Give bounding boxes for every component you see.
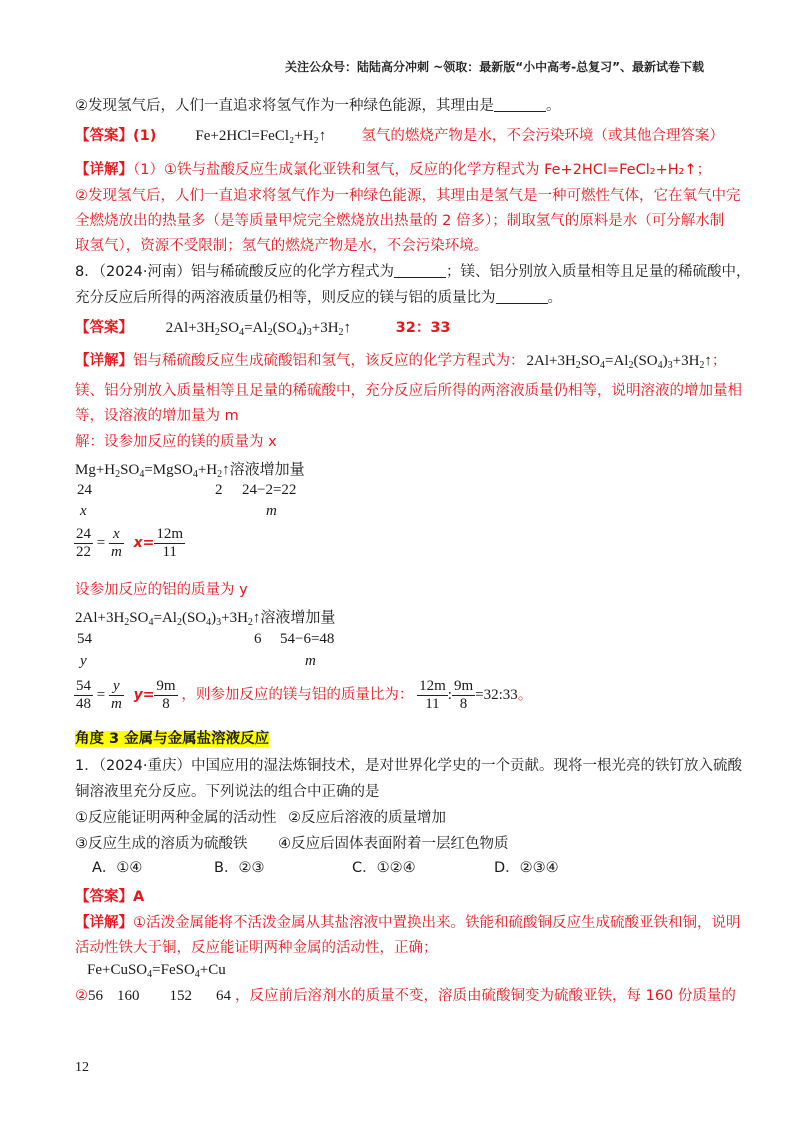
al-equation: $2Al+3H_2SO_4=Al_2(SO_4)_3+3H_2↑$溶液增加量: [75, 610, 336, 628]
q7-detail-line3: 全燃烧放出的热量多（是等质量甲烷完全燃烧放出热量的 2 倍多）；制取氢气的原料是水（可分解水制: [75, 213, 725, 229]
q1-choice-d: D．②③④: [494, 860, 559, 876]
page-header: 关注公众号：陆陆高分冲刺 ~领取：最新版“小中高考-总复习”、最新试卷下载: [285, 60, 704, 74]
q1-statement-4: ④反应后固体表面附着一层红色物质: [278, 836, 509, 852]
answer-blank: [496, 289, 548, 304]
q1-choice-c: C．①②④: [352, 860, 416, 876]
mg-num-24: 24: [77, 482, 92, 498]
q7-sub2: ②发现氢气后，人们一直追求将氢气作为一种绿色能源，其理由是 。: [75, 98, 561, 114]
q1-statement-3: ③反应生成的溶质为硫酸铁: [75, 836, 248, 852]
section-title: 角度 3 金属与金属盐溶液反应: [75, 731, 270, 747]
al-var-m: m: [305, 653, 316, 669]
answer-blank: [494, 97, 546, 112]
q8-stem-line1: 8．（2024·河南）铝与稀硫酸反应的化学方程式为 ；镁、铝分别放入质量相等且足量的稀硫酸中，: [75, 264, 751, 280]
al-num-54: 54: [77, 631, 92, 647]
al-var-y: y: [80, 653, 87, 669]
q1-equation: Fe+CuSO$_4$=FeSO$_4$+Cu: [87, 962, 226, 980]
mg-var-m: m: [266, 503, 277, 519]
al-num-6: 6: [254, 631, 262, 647]
q1-answer: 【答案】A: [75, 889, 145, 905]
q1-statement-1: ①反应能证明两种金属的活动性: [75, 810, 277, 826]
answer-blank: [394, 263, 446, 278]
q8-answer: 【答案】 $2Al+3H_2SO_4=Al_2(SO_4)_3+3H_2↑$ 32：33: [75, 320, 451, 338]
page-number: 12: [75, 1060, 89, 1075]
mg-num-diff: 24−2=22: [242, 482, 297, 498]
q1-detail: 【详解】①活泼金属能将不活泼金属从其盐溶液中置换出来。铁能和硫酸铜反应生成硫酸亚铁和铜，说明: [75, 915, 741, 931]
al-proportion: $\frac{54}{48}$ = $\frac{y}{m}$ y= $\frac{9m}{8}$ ，则参加反应的镁与铝的质量比为： $\frac{12m}{11}$ : $\frac{9m}{8}$ =32:33。: [76, 678, 533, 712]
q1-statement-2: ②反应后溶液的质量增加: [288, 810, 446, 826]
al-num-diff: 54−6=48: [280, 631, 335, 647]
q1-stem-line2: 铜溶液里充分反应。下列说法的组合中正确的是: [75, 784, 380, 800]
q8-detail-b: 镁、铝分别放入质量相等且足量的稀硫酸中，充分反应后所得的两溶液质量仍相等，说明溶液的增加量相: [75, 383, 742, 399]
q7-detail: 【详解】（1）①铁与盐酸反应生成氯化亚铁和氢气，反应的化学方程式为 Fe+2HCl=FeCl₂+H₂↑；: [75, 162, 712, 178]
q1-choice-a: A．①④: [92, 860, 143, 876]
q8-detail: 【详解】铝与稀硫酸反应生成硫酸铝和氢气，该反应的化学方程式为： $2Al+3H_2SO_4=Al_2(SO_4)_3+3H_2↑$；: [75, 353, 727, 371]
q8-solve2: 设参加反应的铝的质量为 y: [75, 582, 248, 598]
mg-equation: $Mg+H_2SO_4=MgSO_4+H_2↑$溶液增加量: [75, 462, 305, 480]
q7-answer-equation: Fe+2HCl=FeCl₂+H₂↑: [195, 128, 327, 144]
q1-detail-line3: ②56 160 152 64 ，反应前后溶剂水的质量不变，溶质由硫酸铜变为硫酸亚铁，每 160 份质量的: [75, 988, 736, 1004]
mg-var-x: x: [80, 503, 87, 519]
q1-detail-line2: 活动性铁大于铜，反应能证明两种金属的活动性，正确；: [75, 940, 438, 956]
mg-num-2: 2: [215, 482, 223, 498]
q8-detail-c: 等，设溶液的增加量为 m: [75, 408, 239, 424]
q1-stem-line1: 1．（2024·重庆）中国应用的湿法炼铜技术，是对世界化学史的一个贡献。现将一根光亮的铁钉放入硫酸: [75, 758, 742, 774]
q7-detail-line4: 取氢气），资源不受限制；氢气的燃烧产物是水，不会污染环境。: [75, 238, 489, 254]
q7-detail-line2: ②发现氢气后，人们一直追求将氢气作为一种绿色能源，其理由是氢气是一种可燃性气体，它在氧气中完: [75, 188, 741, 204]
q1-choice-b: B．②③: [214, 860, 265, 876]
q8-solve1: 解：设参加反应的镁的质量为 x: [75, 434, 277, 450]
q7-answer: 【答案】(1) Fe+2HCl=FeCl₂+H₂↑ 氢气的燃烧产物是水，不会污染环境（或其他合理答案）: [75, 128, 724, 144]
mg-proportion: $\frac{24}{22}$ = $\frac{x}{m}$ x= $\frac{12m}{11}$: [76, 526, 183, 560]
q8-stem-line2: 充分反应后所得的两溶液质量仍相等，则反应的镁与铝的质量比为 。: [75, 290, 562, 306]
